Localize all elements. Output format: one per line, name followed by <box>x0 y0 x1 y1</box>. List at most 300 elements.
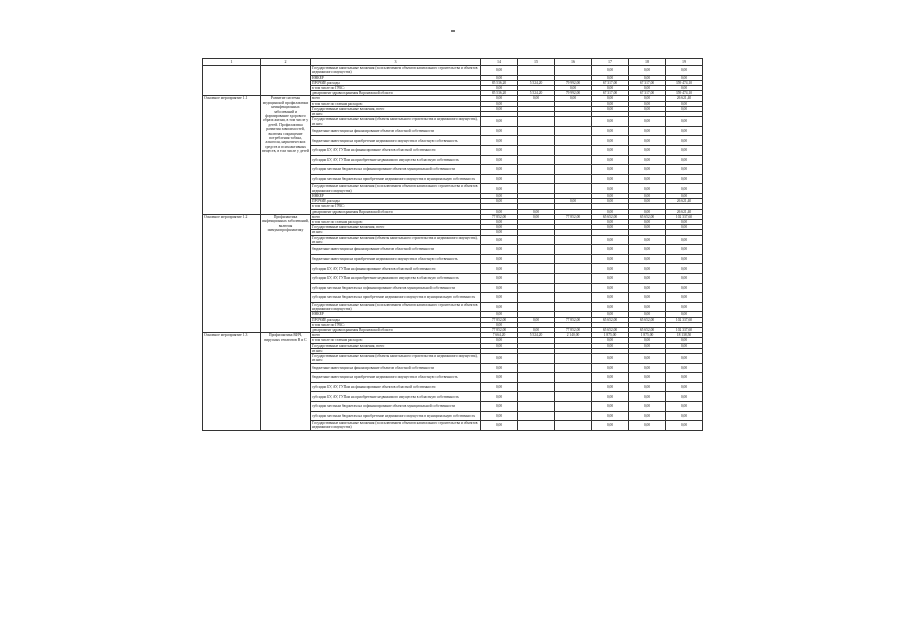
value-cell <box>518 126 555 136</box>
expense-label-cell: Государственные капитальные вложения (за исключением объектов капитального строительства и объектов недвижимого имущества) <box>311 184 481 194</box>
value-cell <box>518 373 555 383</box>
expense-label-cell: субсидии БУ, АУ, ГУПам на финансирование объектов областной собственности <box>311 146 481 156</box>
expense-label-cell: бюджетные инвестиции на финансирование объектов областной собственности <box>311 363 481 373</box>
value-cell: 0,00 <box>481 401 518 411</box>
value-cell: 0,00 <box>481 273 518 283</box>
value-cell <box>555 373 592 383</box>
value-cell: 26 621,40 <box>666 199 703 204</box>
value-cell: 5 524,20 <box>518 333 555 338</box>
value-cell: 67 317,00 <box>592 91 629 96</box>
expense-label-cell: субсидии БУ, АУ, ГУПам на финансирование объектов областной собственности <box>311 264 481 274</box>
expense-label-cell: ПРОЧИЕ расходы <box>311 80 481 85</box>
value-cell: 0,00 <box>629 117 666 127</box>
value-cell: 102 337,60 <box>666 327 703 332</box>
value-cell: 0,00 <box>629 101 666 106</box>
value-cell <box>555 392 592 402</box>
value-cell: 77 852,00 <box>481 214 518 219</box>
expense-label-cell: в том числе по ГРБС: <box>311 204 481 209</box>
value-cell: 0,00 <box>481 155 518 165</box>
expense-label-cell: всего <box>311 96 481 101</box>
value-cell <box>555 382 592 392</box>
value-cell: 0,00 <box>592 96 629 101</box>
expense-label-cell: департамент здравоохранения Воронежской области <box>311 209 481 214</box>
expense-label-cell: в том числе по ГРБС: <box>311 322 481 327</box>
value-cell: 0,00 <box>592 155 629 165</box>
value-cell: 0,00 <box>666 155 703 165</box>
value-cell <box>555 184 592 194</box>
value-cell: 0,00 <box>592 421 629 431</box>
measure-title-cell: Профилактика инфекционных заболеваний, включая иммунопрофилактику <box>261 214 311 332</box>
value-cell <box>555 66 592 76</box>
value-cell: 0,00 <box>629 155 666 165</box>
value-cell: 0,00 <box>629 401 666 411</box>
value-cell: 0,00 <box>666 136 703 146</box>
value-cell: 0,00 <box>481 421 518 431</box>
value-cell: 0,00 <box>555 96 592 101</box>
value-cell: 0,00 <box>481 86 518 91</box>
value-cell: 0,00 <box>481 106 518 111</box>
value-cell <box>555 273 592 283</box>
value-cell: 0,00 <box>629 338 666 343</box>
expense-label-cell: департамент здравоохранения Воронежской области <box>311 327 481 332</box>
measure-cell: Основное мероприятие 1.1 <box>203 96 261 214</box>
value-cell: 0,00 <box>481 411 518 421</box>
value-cell: 0,00 <box>629 219 666 224</box>
expense-label-cell: субсидии БУ, АУ, ГУПам на приобретение недвижимого имущества в областную собственность <box>311 273 481 283</box>
value-cell: 0,00 <box>629 209 666 214</box>
value-cell <box>555 165 592 175</box>
value-cell: 0,00 <box>629 126 666 136</box>
value-cell <box>555 126 592 136</box>
expense-label-cell: ПРОЧИЕ расходы <box>311 317 481 322</box>
value-cell: 0,00 <box>481 230 518 235</box>
value-cell: 0,00 <box>629 75 666 80</box>
value-cell: 0,00 <box>481 363 518 373</box>
value-cell: 0,00 <box>481 126 518 136</box>
value-cell <box>518 146 555 156</box>
value-cell: 0,00 <box>666 165 703 175</box>
value-cell: 0,00 <box>592 273 629 283</box>
value-cell: 0,00 <box>629 373 666 383</box>
header-cell: 14 <box>481 59 518 66</box>
value-cell: 65 652,00 <box>629 317 666 322</box>
value-cell <box>518 184 555 194</box>
value-cell: 0,00 <box>592 126 629 136</box>
value-cell <box>518 66 555 76</box>
value-cell: 359 474,10 <box>666 91 703 96</box>
value-cell: 0,00 <box>666 373 703 383</box>
value-cell: 0,00 <box>481 254 518 264</box>
value-cell: 0,00 <box>629 96 666 101</box>
measure-title-cell: Профилактика ВИЧ, вирусных гепатитов В и С <box>261 333 311 431</box>
expense-label-cell: ННКЕР <box>311 75 481 80</box>
value-cell: 0,00 <box>592 353 629 363</box>
value-cell: 0,00 <box>629 165 666 175</box>
value-cell <box>555 353 592 363</box>
expense-label-cell: субсидии БУ, АУ, ГУПам на приобретение недвижимого имущества в областную собственность <box>311 392 481 402</box>
expense-label-cell: ПРОЧИЕ расходы <box>311 199 481 204</box>
expense-label-cell: субсидии местным бюджетам на софинансирование объектов муниципальной собственности <box>311 165 481 175</box>
value-cell: 0,00 <box>666 254 703 264</box>
value-cell: 0,00 <box>481 225 518 230</box>
value-cell: 0,00 <box>481 264 518 274</box>
expense-label-cell: из них: <box>311 112 481 117</box>
value-cell: 0,00 <box>592 193 629 198</box>
value-cell: 0,00 <box>592 293 629 303</box>
value-cell: 65 652,00 <box>592 214 629 219</box>
expense-label-cell: бюджетные инвестиции на финансирование объектов областной собственности <box>311 245 481 255</box>
value-cell: 0,00 <box>592 264 629 274</box>
expense-label-cell: субсидии местным бюджетам на приобретение недвижимого имущества в муниципальную собственность <box>311 293 481 303</box>
value-cell: 0,00 <box>555 86 592 91</box>
value-cell <box>555 421 592 431</box>
value-cell <box>555 245 592 255</box>
value-cell: 102 337,60 <box>666 317 703 322</box>
value-cell: 0,00 <box>666 117 703 127</box>
value-cell: 0,00 <box>481 219 518 224</box>
value-cell: 0,00 <box>666 293 703 303</box>
value-cell: 0,00 <box>666 245 703 255</box>
expense-label-cell: бюджетные инвестиции на приобретение недвижимого имущества в областную собственность <box>311 254 481 264</box>
expense-label-cell: в том числе по ГРБС: <box>311 86 481 91</box>
table-body <box>203 59 703 431</box>
value-cell <box>555 235 592 245</box>
value-cell: 0,00 <box>481 245 518 255</box>
header-cell: 2 <box>261 59 311 66</box>
value-cell: 0,00 <box>481 322 518 327</box>
value-cell: 0,00 <box>481 165 518 175</box>
value-cell: 0,00 <box>481 312 518 317</box>
value-cell <box>518 136 555 146</box>
value-cell <box>555 411 592 421</box>
expense-label-cell: Государственные капитальные вложения (объекты капитального строительства и недвижимого имущества), из них: <box>311 235 481 245</box>
value-cell <box>518 174 555 184</box>
value-cell: 0,00 <box>629 174 666 184</box>
value-cell: 0,00 <box>481 283 518 293</box>
expense-label-cell: бюджетные инвестиции на приобретение недвижимого имущества в областную собственность <box>311 136 481 146</box>
value-cell: 0,00 <box>592 174 629 184</box>
value-cell <box>518 117 555 127</box>
value-cell <box>518 245 555 255</box>
expense-label-cell: всего <box>311 214 481 219</box>
value-cell: 67 317,00 <box>629 91 666 96</box>
value-cell: 0,00 <box>481 146 518 156</box>
value-cell: 0,00 <box>666 401 703 411</box>
value-cell: 0,00 <box>629 392 666 402</box>
value-cell: 0,00 <box>666 146 703 156</box>
value-cell: 0,00 <box>481 193 518 198</box>
value-cell <box>555 401 592 411</box>
value-cell: 67 317,00 <box>592 80 629 85</box>
value-cell: 0,00 <box>666 126 703 136</box>
value-cell <box>518 165 555 175</box>
value-cell: 0,00 <box>592 219 629 224</box>
value-cell <box>518 283 555 293</box>
header-cell: 16 <box>555 59 592 66</box>
value-cell: 0,00 <box>518 327 555 332</box>
value-cell: 0,00 <box>666 421 703 431</box>
value-cell: 0,00 <box>629 245 666 255</box>
value-cell: 0,00 <box>629 184 666 194</box>
expense-label-cell: субсидии местным бюджетам на приобретение недвижимого имущества в муниципальную собственность <box>311 174 481 184</box>
value-cell: 0,00 <box>666 273 703 283</box>
expense-label-cell: всего <box>311 333 481 338</box>
value-cell: 0,00 <box>629 146 666 156</box>
value-cell: 0,00 <box>629 273 666 283</box>
value-cell: 0,00 <box>629 235 666 245</box>
document-sheet <box>202 58 700 584</box>
header-cell: 15 <box>518 59 555 66</box>
value-cell: 0,00 <box>666 193 703 198</box>
value-cell: 79 992,00 <box>555 80 592 85</box>
expense-label-cell: Государственные капитальные вложения (объекты капитального строительства и недвижимого имущества), из них: <box>311 117 481 127</box>
value-cell: 0,00 <box>518 96 555 101</box>
value-cell: 0,00 <box>555 199 592 204</box>
value-cell <box>518 401 555 411</box>
measure-cell: Основное мероприятие 1.2 <box>203 214 261 332</box>
value-cell: 0,00 <box>481 382 518 392</box>
value-cell: 0,00 <box>592 338 629 343</box>
expense-label-cell: Государственные капитальные вложения, всего <box>311 106 481 111</box>
value-cell: 0,00 <box>481 136 518 146</box>
expense-label-cell: Государственные капитальные вложения, всего <box>311 225 481 230</box>
value-cell: 0,00 <box>592 302 629 312</box>
value-cell: 65 652,00 <box>592 317 629 322</box>
value-cell: 5 524,20 <box>518 91 555 96</box>
value-cell <box>555 302 592 312</box>
value-cell: 77 852,00 <box>555 317 592 322</box>
value-cell: 0,00 <box>629 382 666 392</box>
value-cell: 0,00 <box>518 214 555 219</box>
value-cell: 0,00 <box>592 136 629 146</box>
value-cell: 0,00 <box>592 373 629 383</box>
expense-label-cell: бюджетные инвестиции на приобретение недвижимого имущества в областную собственность <box>311 373 481 383</box>
value-cell: 85 536,20 <box>481 91 518 96</box>
value-cell: 0,00 <box>592 382 629 392</box>
value-cell: 1 875,00 <box>629 333 666 338</box>
value-cell <box>555 293 592 303</box>
value-cell: 77 852,00 <box>481 317 518 322</box>
value-cell: 67 317,00 <box>629 80 666 85</box>
measure-title-cell <box>261 66 311 96</box>
expense-label-cell: субсидии местным бюджетам на софинансирование объектов муниципальной собственности <box>311 401 481 411</box>
table-row <box>203 66 703 76</box>
value-cell: 0,00 <box>592 209 629 214</box>
value-cell <box>518 155 555 165</box>
value-cell: 0,00 <box>481 184 518 194</box>
value-cell: 0,00 <box>481 75 518 80</box>
value-cell <box>555 146 592 156</box>
scan-mark <box>451 30 455 32</box>
value-cell <box>518 254 555 264</box>
value-cell: 0,00 <box>666 302 703 312</box>
value-cell: 0,00 <box>666 235 703 245</box>
value-cell: 65 652,00 <box>592 327 629 332</box>
value-cell: 0,00 <box>629 264 666 274</box>
value-cell: 0,00 <box>666 184 703 194</box>
value-cell: 0,00 <box>629 283 666 293</box>
header-cell: 3 <box>311 59 481 66</box>
value-cell: 7 664,20 <box>481 333 518 338</box>
value-cell: 0,00 <box>592 392 629 402</box>
value-cell: 0,00 <box>629 353 666 363</box>
value-cell <box>518 421 555 431</box>
value-cell <box>555 363 592 373</box>
value-cell: 102 337,60 <box>666 214 703 219</box>
expense-label-cell: субсидии БУ, АУ, ГУПам на приобретение недвижимого имущества в областную собственность <box>311 155 481 165</box>
value-cell: 0,00 <box>629 86 666 91</box>
value-cell: 0,00 <box>592 283 629 293</box>
value-cell: 0,00 <box>666 411 703 421</box>
value-cell: 0,00 <box>629 225 666 230</box>
value-cell: 0,00 <box>666 353 703 363</box>
value-cell: 0,00 <box>629 66 666 76</box>
value-cell: 0,00 <box>592 101 629 106</box>
value-cell <box>518 392 555 402</box>
value-cell: 0,00 <box>629 136 666 146</box>
value-cell: 0,00 <box>481 392 518 402</box>
value-cell: 0,00 <box>666 66 703 76</box>
value-cell: 0,00 <box>592 235 629 245</box>
value-cell: 0,00 <box>629 343 666 348</box>
measure-cell <box>203 66 261 96</box>
value-cell: 0,00 <box>481 66 518 76</box>
value-cell: 0,00 <box>592 146 629 156</box>
value-cell: 0,00 <box>666 343 703 348</box>
value-cell: 0,00 <box>481 343 518 348</box>
value-cell: 0,00 <box>481 353 518 363</box>
expense-label-cell: из них: <box>311 348 481 353</box>
value-cell <box>518 353 555 363</box>
value-cell <box>555 254 592 264</box>
value-cell: 0,00 <box>592 312 629 317</box>
value-cell: 26 621,40 <box>666 96 703 101</box>
expense-label-cell: Государственные капитальные вложения (за исключением объектов капитального строительства и объектов недвижимого имущества) <box>311 302 481 312</box>
value-cell: 0,00 <box>629 293 666 303</box>
value-cell <box>555 117 592 127</box>
value-cell: 2 140,00 <box>555 333 592 338</box>
value-cell: 0,00 <box>592 363 629 373</box>
value-cell: 0,00 <box>666 86 703 91</box>
value-cell: 0,00 <box>481 302 518 312</box>
value-cell: 0,00 <box>629 193 666 198</box>
value-cell: 0,00 <box>629 312 666 317</box>
value-cell: 0,00 <box>666 101 703 106</box>
value-cell: 0,00 <box>666 363 703 373</box>
expense-label-cell: ННКЕР <box>311 312 481 317</box>
value-cell: 0,00 <box>518 317 555 322</box>
value-cell: 0,00 <box>592 86 629 91</box>
value-cell <box>518 411 555 421</box>
value-cell <box>518 302 555 312</box>
expense-label-cell: субсидии местным бюджетам на софинансирование объектов муниципальной собственности <box>311 283 481 293</box>
value-cell: 0,00 <box>592 75 629 80</box>
expense-label-cell: ННКЕР <box>311 193 481 198</box>
expense-label-cell: Государственные капитальные вложения, всего <box>311 343 481 348</box>
expense-label-cell: Государственные капитальные вложения (за исключением объектов капитального строительства и объектов недвижимого имущества) <box>311 66 481 76</box>
value-cell: 26 621,40 <box>666 209 703 214</box>
header-cell: 1 <box>203 59 261 66</box>
value-cell: 0,00 <box>592 401 629 411</box>
value-cell <box>518 273 555 283</box>
expense-label-cell: субсидии местным бюджетам на приобретение недвижимого имущества в муниципальную собственность <box>311 411 481 421</box>
expense-label-cell: департамент здравоохранения Воронежской области <box>311 91 481 96</box>
value-cell: 77 852,00 <box>555 327 592 332</box>
header-cell: 17 <box>592 59 629 66</box>
value-cell: 77 852,00 <box>555 214 592 219</box>
value-cell: 0,00 <box>592 184 629 194</box>
value-cell: 0,00 <box>666 219 703 224</box>
budget-table <box>202 58 703 431</box>
expense-label-cell: из них: <box>311 230 481 235</box>
header-cell: 18 <box>629 59 666 66</box>
value-cell <box>518 382 555 392</box>
value-cell: 0,00 <box>666 225 703 230</box>
value-cell: 0,00 <box>481 373 518 383</box>
value-cell: 0,00 <box>481 235 518 245</box>
value-cell: 0,00 <box>592 165 629 175</box>
value-cell: 0,00 <box>481 101 518 106</box>
value-cell: 359 474,10 <box>666 80 703 85</box>
value-cell: 0,00 <box>592 343 629 348</box>
value-cell: 0,00 <box>592 199 629 204</box>
expense-label-cell: в том числе по статьям расходов: <box>311 338 481 343</box>
value-cell: 0,00 <box>481 174 518 184</box>
value-cell: 0,00 <box>629 254 666 264</box>
value-cell: 85 536,20 <box>481 80 518 85</box>
value-cell: 0,00 <box>592 117 629 127</box>
value-cell: 18 138,50 <box>666 333 703 338</box>
value-cell: 0,00 <box>592 106 629 111</box>
value-cell: 0,00 <box>592 245 629 255</box>
header-cell: 19 <box>666 59 703 66</box>
measure-title-cell: Развитие системы медицинской профилактики неинфекционных заболеваний и формирование здорового образа жизни, в том числе у детей. Профилактика развития зависимостей, включая сокращение потребления табака, алкоголя, наркотических средств и психоактивных веществ, в том числе у детей <box>261 96 311 214</box>
expense-label-cell: Государственные капитальные вложения (за исключением объектов капитального строительства и объектов недвижимого имущества) <box>311 421 481 431</box>
value-cell: 0,00 <box>666 283 703 293</box>
value-cell: 0,00 <box>481 209 518 214</box>
value-cell: 0,00 <box>629 106 666 111</box>
value-cell: 0,00 <box>592 66 629 76</box>
value-cell <box>555 136 592 146</box>
value-cell: 0,00 <box>629 421 666 431</box>
value-cell: 0,00 <box>629 302 666 312</box>
value-cell: 0,00 <box>666 312 703 317</box>
value-cell: 0,00 <box>666 338 703 343</box>
value-cell: 77 852,00 <box>481 327 518 332</box>
value-cell: 0,00 <box>481 293 518 303</box>
value-cell <box>518 293 555 303</box>
expense-label-cell: субсидии БУ, АУ, ГУПам на финансирование объектов областной собственности <box>311 382 481 392</box>
expense-label-cell: в том числе по статьям расходов: <box>311 101 481 106</box>
value-cell <box>555 155 592 165</box>
value-cell: 0,00 <box>666 382 703 392</box>
value-cell: 0,00 <box>666 75 703 80</box>
value-cell <box>518 264 555 274</box>
value-cell: 0,00 <box>592 225 629 230</box>
value-cell <box>518 235 555 245</box>
value-cell: 0,00 <box>629 363 666 373</box>
value-cell: 5 524,20 <box>518 80 555 85</box>
measure-cell: Основное мероприятие 1.3 <box>203 333 261 431</box>
value-cell: 0,00 <box>481 96 518 101</box>
value-cell: 0,00 <box>666 264 703 274</box>
value-cell: 0,00 <box>481 338 518 343</box>
value-cell <box>555 174 592 184</box>
value-cell: 79 992,00 <box>555 91 592 96</box>
value-cell <box>555 264 592 274</box>
expense-label-cell: в том числе по статьям расходов: <box>311 219 481 224</box>
header-row <box>203 59 703 66</box>
